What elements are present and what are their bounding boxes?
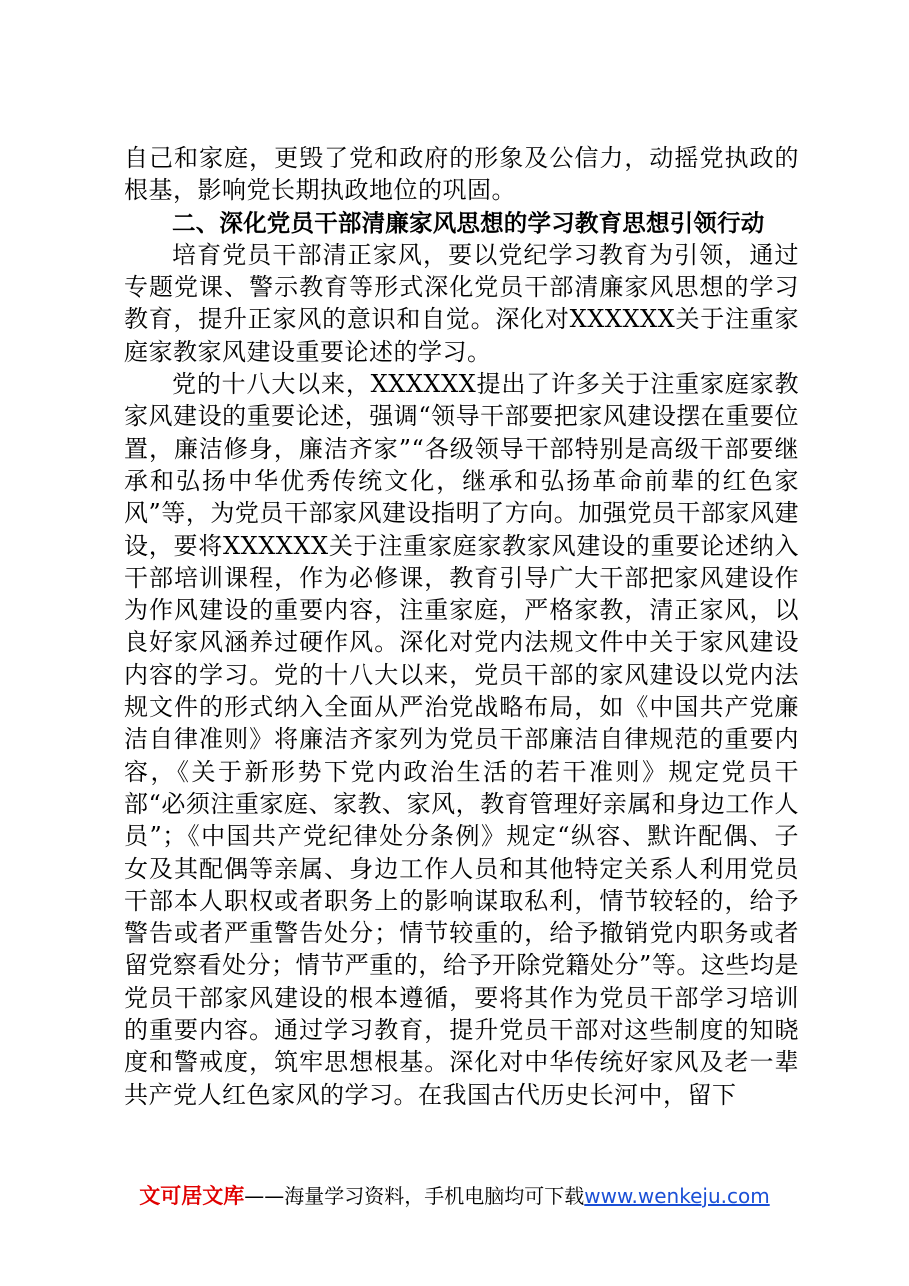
page-footer	[0, 1182, 909, 1210]
paragraph-intro: 培育党员干部清正家风，要以党纪学习教育为引领，通过专题党课、警示教育等形式深化党员干部清廉家风思想的学习教育，提升正家风的意识和自觉。深化对XXXXXX关于注重家庭家教家风建设重要论述的学习。	[124, 240, 799, 366]
section-heading: 二、深化党员干部清廉家风思想的学习教育思想引领行动	[172, 208, 765, 237]
footer-tagline: ——海量学习资料，手机电脑均可下载	[244, 1184, 585, 1208]
paragraph-continuation: 自己和家庭，更毁了党和政府的形象及公信力，动摇党执政的根基，影响党长期执政地位的巩固。	[124, 144, 799, 205]
footer-site-link[interactable]: www.wenkeju.com	[584, 1184, 770, 1208]
paragraph-main: 党的十八大以来，XXXXXX提出了许多关于注重家庭家教家风建设的重要论述，强调“领导干部要把家风建设摆在重要位置，廉洁修身，廉洁齐家”“各级领导干部特别是高级干部要继承和弘扬中华优秀传统文化，继承和弘扬革命前辈的红色家风”等，为党员干部家风建设指明了方向。加强党员干部家风建设，要将XXXXXX关于注重家庭家教家风建设的重要论述纳入干部培训课程，作为必修课，教育引导广大干部把家风建设作为作风建设的重要内容，注重家庭，严格家教，清正家风，以良好家风涵养过硬作风。深化对党内法规文件中关于家风建设内容的学习。党的十八大以来，党员干部的家风建设以党内法规文件的形式纳入全面从严治党战略布局，如《中国共产党廉洁自律准则》将廉洁齐家列为党员干部廉洁自律规范的重要内容，《关于新形势下党内政治生活的若干准则》规定党员干部“必须注重家庭、家教、家风，教育管理好亲属和身边工作人员”；《中国共产党纪律处分条例》规定“纵容、默许配偶、子女及其配偶等亲属、身边工作人员和其他特定关系人利用党员干部本人职权或者职务上的影响谋取私利，情节较轻的，给予警告或者严重警告处分；情节较重的，给予撤销党内职务或者留党察看处分；情节严重的，给予开除党籍处分”等。这些均是党员干部家风建设的根本遵循，要将其作为党员干部学习培训的重要内容。通过学习教育，提升党员干部对这些制度的知晓度和警戒度，筑牢思想根基。深化对中华传统好家风及老一辈共产党人红色家风的学习。在我国古代历史长河中，留下	[124, 370, 799, 1109]
footer-brand: 文可居文库	[139, 1184, 245, 1208]
document-body	[124, 142, 799, 1111]
